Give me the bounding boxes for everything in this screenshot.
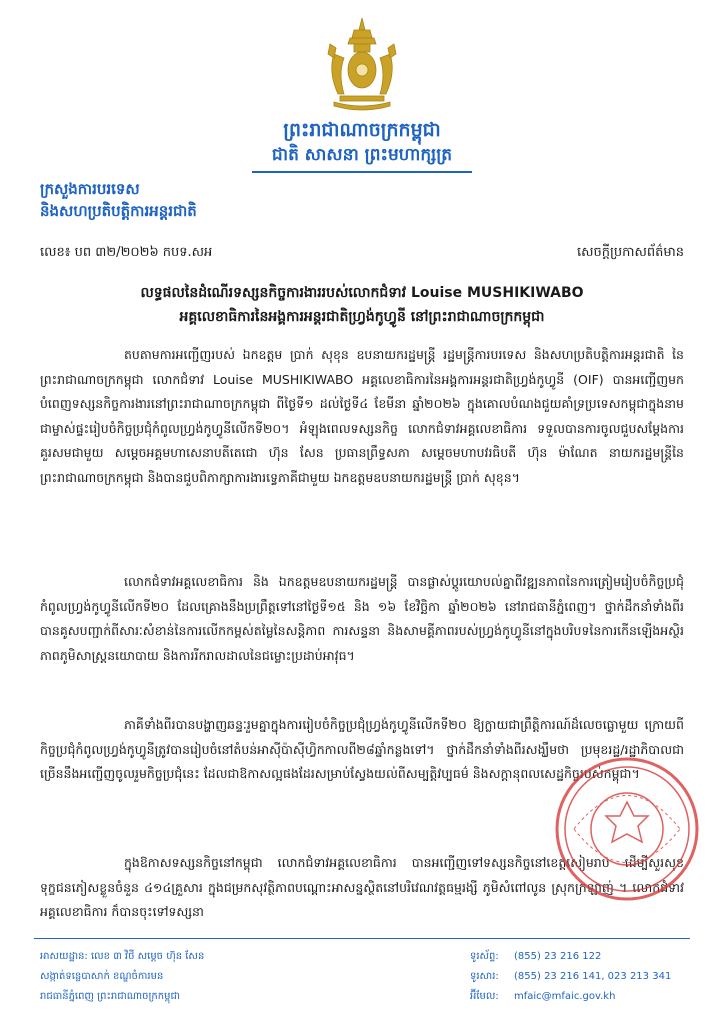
address-line-2: សង្កាត់ទន្លេបាសាក់ ខណ្ឌចំការមន [40,971,164,982]
ministry-name-line2: និងសហប្រតិបត្តិការអន្តរជាតិ [40,202,197,220]
footer-divider [34,938,690,939]
address-line-1: អាសយដ្ឋាន: លេខ ៣ វិថី សម្តេច ហ៊ុន សែន [40,951,205,962]
email-link[interactable]: mfaic@mfaic.gov.kh [514,991,616,1002]
kingdom-title [200,118,524,146]
body-paragraph-4: ក្នុងឱកាសទស្សនកិច្ចនៅកម្ពុជា លោកជំទាវអគ្គលេខាធិការ បានអញ្ជើញទៅទស្សនកិច្ចនៅខេត្តសៀមរាប ដើម្បីសួរសុខទុក្ខជនភៀសខ្លួនចំនួន ៤១៤គ្រួសារ ក្នុងជម្រកសុវត្ថិភាពបណ្តោះអាសន្នស្ថិតនៅបរិវេណវត្តធម្មរង្សី ភូមិសំពៅលូន ស្រុកក្រឡាញ់ ។ លោកជំទាវអគ្គលេខាធិការ ក៏បានចុះទៅទស្សនា [40,855,684,919]
reference-number: លេខ៖ បព ៣២/២០២៦ កបទ.សអ [40,245,213,260]
phone-row [470,947,671,967]
official-seal-icon [552,754,702,904]
phone-number: (855) 23 216 122 [514,951,602,962]
motto-divider [252,171,472,173]
fax-row [470,967,671,987]
body-paragraph-2: លោកជំទាវអគ្គលេខាធិការ និង ឯកឧត្តមឧបនាយករដ្ឋមន្ត្រី បានផ្លាស់ប្តូរយោបល់គ្នាពីវឌ្ឍនភាពនៃការត្រៀមរៀបចំកិច្ចប្រជុំកំពូលហ្វ្រង់កូហ្វូនីលើកទី២០ ដែលគ្រោងនឹងប្រព្រឹត្តទៅនៅថ្ងៃទី១៥ និង ១៦ ខែវិច្ឆិកា ឆ្នាំ២០២៦ នៅរាជធានីភ្នំពេញ។ ថ្នាក់ដឹកនាំទាំងពីរបានគូសបញ្ជាក់ពីសារៈសំខាន់នៃការលើកកម្ពស់តម្លៃនៃសន្តិភាព ការសន្ទនា និងសាមគ្គីភាពរបស់ហ្វ្រង់កូហ្វូនីនៅក្នុងបរិបទនៃការកើនឡើងអស្ថិរភាពភូមិសាស្ត្រនយោបាយ និងការរីករាលដាលនៃជម្លោះប្រដាប់អាវុធ។ [40,574,684,663]
fax-label: ទូរសារ: [470,971,499,982]
footer-contacts [470,947,671,1007]
footer-address [40,947,204,1007]
national-motto-text: ជាតិ សាសនា ព្រះមហាក្សត្រ [271,145,453,165]
fax-number: (855) 23 216 141, 023 213 341 [514,971,672,982]
address-line-3: រាជធានីភ្នំពេញ ព្រះរាជាណាចក្រកម្ពុជា [40,991,180,1002]
ministry-name-line1: ក្រសួងការបរទេស [40,180,140,198]
kingdom-title-text: ព្រះរាជាណាចក្រកម្ពុជា [283,119,441,141]
press-release-title-line1: លទ្ធផលនៃដំណើរទស្សនកិច្ចការងាររបស់លោកជំទាវ Louise MUSHIKIWABO [140,285,584,301]
body-paragraph-3: ភាគីទាំងពីរបានបង្ហាញឆន្ទៈរួមគ្នាក្នុងការរៀបចំកិច្ចប្រជុំហ្វ្រង់កូហ្វូនីលើកទី២០ ឱ្យក្លាយជាព្រឹត្តិការណ៍ដ៏លេចធ្លោមួយ ក្រោយពីកិច្ចប្រជុំកំពូលហ្វ្រង់កូហ្វូនីត្រូវបានរៀបចំនៅតំបន់អាស៊ីប៉ាស៊ីហ្វិកកាលពី២៨ឆ្នាំកន្លងទៅ។ ថ្នាក់ដឹកនាំទាំងពីរសង្ឃឹមថា ប្រមុខរដ្ឋ/រដ្ឋាភិបាលជាច្រើននឹងអញ្ជើញចូលរួមកិច្ចប្រជុំនេះ ដែលជាឱកាសល្អផងដែរសម្រាប់ស្វែងយល់ពីសម្បត្តិវប្បធម៌ និងសក្តានុពលសេដ្ឋកិច្ចរបស់កម្ពុជា។ [40,717,684,781]
national-motto [200,144,524,169]
press-release-title-line2: អគ្គលេខាធិការនៃអង្គការអន្តរជាតិហ្វ្រង់កូហ្វូនី នៅព្រះរាជាណាចក្រកម្ពុជា [179,309,545,325]
body-paragraph-1: តបតាមការអញ្ជើញរបស់ ឯកឧត្តម ប្រាក់ សុខុន ឧបនាយករដ្ឋមន្ត្រី រដ្ឋមន្ត្រីការបរទេស និងសហប្រតិបត្តិការអន្តរជាតិ នៃព្រះរាជាណាចក្រកម្ពុជា លោកជំទាវ Louise MUSHIKIWABO អគ្គលេខាធិការនៃអង្គការអន្តរជាតិហ្វ្រង់កូហ្វូនី (OIF) បានអញ្ជើញមកបំពេញទស្សនកិច្ចការងារនៅព្រះរាជាណាចក្រកម្ពុជា ពីថ្ងៃទី១ ដល់ថ្ងៃទី៤ ខែមីនា ឆ្នាំ២០២៦ ក្នុងគោលបំណងជួយគាំទ្រប្រទេសកម្ពុជាក្នុងនាមជាម្ចាស់ផ្ទះរៀបចំកិច្ចប្រជុំកំពូលហ្វ្រង់កូហ្វូនីលើកទី២០។ អំឡុងពេលទស្សនកិច្ច លោកជំទាវអគ្គលេខាធិការ ទទួលបានការចូលជួបសម្តែងការគួរសមជាមួយ សម្តេចអគ្គមហាសេនាបតីតេជោ ហ៊ុន សែន ប្រធានព្រឹទ្ធសភា សម្តេចមហាបវរធិបតី ហ៊ុន ម៉ាណែត នាយករដ្ឋមន្ត្រីនៃព្រះរាជាណាចក្រកម្ពុជា និងបានជួបពិភាក្សាការងារទ្វេភាគីជាមួយ ឯកឧត្តមឧបនាយករដ្ឋមន្ត្រី ប្រាក់ សុខុន។ [40,347,684,485]
phone-label: ទូរស័ព្ទ: [470,951,499,962]
email-label: អ៊ីមែល: [470,991,499,1002]
royal-emblem-icon [314,14,410,114]
email-row [470,987,671,1007]
document-type: សេចក្តីប្រកាសព័ត៌មាន [576,245,684,260]
